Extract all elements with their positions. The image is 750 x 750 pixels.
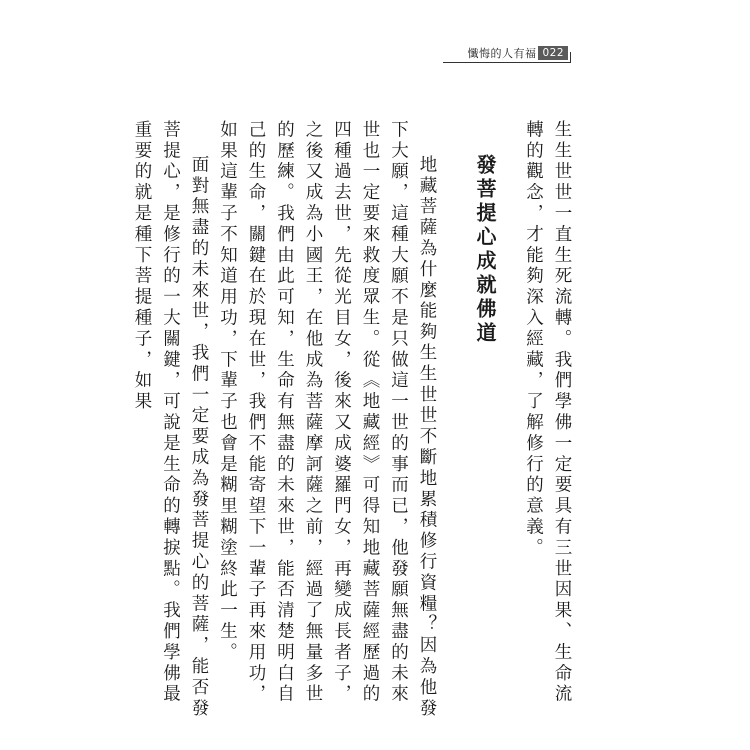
- section-heading: 發菩提心成就佛道: [473, 154, 497, 346]
- header-rule: [443, 62, 571, 63]
- vertical-text-body: [132, 120, 576, 720]
- body-paragraph-3: 面對無盡的未來世，我們一定要成為發菩提心的菩薩，能否發菩提心，是修行的一大關鍵，可說是生命的轉捩點。我們學佛最重要的就是種下菩提種子，如果: [132, 120, 209, 720]
- running-header-title: 懺悔的人有福: [467, 47, 537, 60]
- body-paragraph-2: 地藏菩薩為什麼能夠生生世世不斷地累積修行資糧？因為他發下大願，這種大願不是只做這一世的事而已，他發願無盡的未來世也一定要來救度眾生。從《地藏經》可得知地藏菩薩經歷過的四種過去世，先從光目女，後來又成婆羅門女，再變成長者子，之後又成為小國王，在他成為菩薩摩訶薩之前，經過了無量多世的歷練。我們由此可知，生命有無盡的未來世，能否清楚明白自己的生命，關鍵在於現在世，我們不能寄望下一輩子再來用功，如果這輩子不知道用功，下輩子也會是糊里糊塗終此一生。: [217, 120, 437, 720]
- body-paragraph-1: 生生世世一直生死流轉。我們學佛一定要具有三世因果、生命流轉的觀念，才能夠深入經藏，了解修行的意義。: [523, 120, 572, 706]
- header-rule-tick: [570, 52, 571, 63]
- running-header: [440, 44, 568, 62]
- page-number: 022: [538, 46, 568, 60]
